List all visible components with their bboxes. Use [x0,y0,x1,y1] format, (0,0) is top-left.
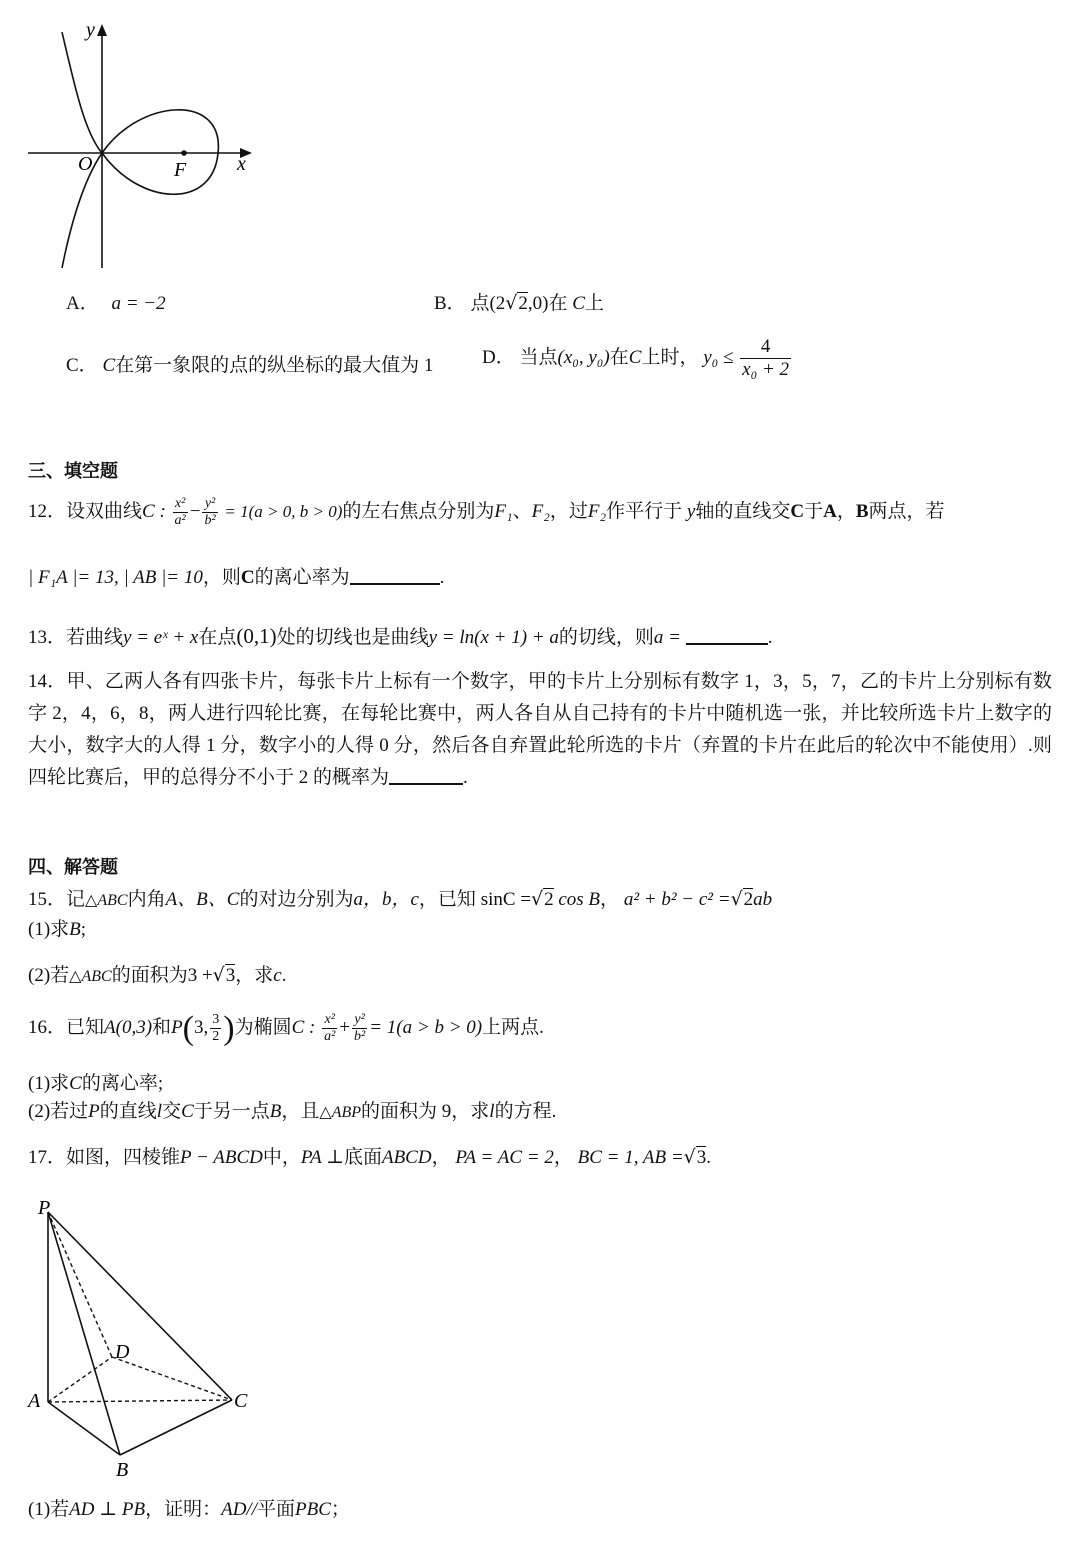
edge-ab [48,1402,120,1455]
sqrt-sign: √ [505,292,518,314]
q16-p2p: P [88,1101,100,1122]
pyramid-figure [20,1192,270,1482]
question-17 [28,1142,711,1169]
option-b-sqrt: 2 [518,293,528,314]
q13-t3: 处的切线也是曲线 [276,627,429,648]
edge-pd [48,1212,112,1357]
edge-bc [120,1400,232,1455]
q15-sides: a，b，c [353,889,419,910]
q15-p2b: 3 [225,965,236,986]
q12-answer-blank[interactable] [350,565,440,585]
q16-ptp-b: 3, [194,1017,209,1038]
q12-c-label: C : [142,501,166,522]
label-d: D [115,1341,130,1363]
edge-ac [48,1400,232,1402]
q16-number: 16． [28,1017,67,1038]
q17-t2: 中， [262,1147,301,1168]
option-d-fraction [740,336,791,381]
q17-p1: (1)若 [28,1499,70,1520]
q15-p1: (1)求 [28,919,70,940]
q17-p1b: ，证明： [145,1499,222,1520]
q16-f2-num: y² [352,1012,367,1029]
q16-ptp-num: 3 [212,1012,220,1028]
option-b-text-2: 在 [548,293,568,314]
q13-t2: 在点 [198,627,237,648]
q16-p2a: (2)若过 [28,1101,89,1122]
option-c [66,350,433,377]
q17-eq2: PA = AC = 2 [455,1147,554,1168]
q13-t4: 的切线，则 [558,627,654,648]
q16-p2b: 的直线 [99,1101,157,1122]
option-d [482,336,793,381]
q17-t3: 底面 [343,1147,382,1168]
q14-end: . [463,767,468,788]
q12-c: C [790,501,805,522]
q16-p2l: l [156,1101,163,1122]
option-d-text-1: 当点 [519,346,558,368]
q16-t3: 为椭圆 [234,1017,292,1038]
q12-cond: = 1(a > 0, b > 0) [224,502,343,521]
q12-f2-den: b² [204,513,216,529]
q13-point: (0,1) [236,624,277,648]
q15-eq1b: 2 [544,889,554,910]
q12-f2b: F₂ [587,501,607,522]
q17-base: ABCD [381,1147,432,1168]
q15-p2c: ，求 [235,965,274,986]
q12-sep: 、 [512,501,532,522]
option-b-curve: C [572,293,585,314]
q16-frac-x [322,1012,337,1045]
focus-point [181,150,187,156]
q16-frac-y [352,1012,367,1045]
q15-eq1c: cos B [558,889,601,910]
q16-t1: 已知 [66,1017,105,1038]
q15-p2e: . [281,965,287,986]
q17-p1d: 平面 [256,1499,295,1520]
q12-line2: | F₁A |= 13, | AB |= 10 [28,567,203,588]
question-15-part1 [28,914,86,941]
option-b-text-1: 点 [470,293,490,314]
option-d-label: D． [482,346,515,368]
q12-t9: 的离心率为 [254,567,350,588]
q16-point-a: A(0,3) [104,1017,153,1038]
q16-t2: 和 [152,1017,172,1038]
question-15-part2 [28,960,286,987]
option-d-point: (x₀, y₀) [557,346,610,368]
q17-p1f: ； [330,1499,350,1520]
q16-plus: + [339,1017,351,1038]
q12-a: A [823,501,837,522]
q15-p2a: 3 + [187,965,213,986]
q17-p1a: AD ⊥ PB [69,1499,146,1520]
sqrt-sign: √ [730,888,743,910]
label-o: O [78,153,93,175]
q15-eq2c: ab [753,889,773,910]
q13-eq1: y = eˣ + x [123,627,199,648]
q12-f2: F₂ [531,501,550,522]
q12-f2-num: y² [202,496,217,513]
q12-f1: F₁ [494,501,513,522]
option-c-curve: C [102,355,116,376]
q17-t1: 如图，四棱锥 [66,1147,181,1168]
q15-number: 15． [28,889,67,910]
question-12-line2 [28,562,444,589]
q12-t5: 轴的直线交 [695,501,791,522]
q15-p2-triangle: △ABC [69,968,112,985]
q14-text: 甲、乙两人各有四张卡片，每张卡片上标有一个数字，甲的卡片上分别标有数字 1，3，5，7，乙的卡片上分别标有数字 2，4，6，8，两人进行四轮比赛，在每轮比赛中，两人各自从自己持有的卡片中随机选一张，并比较所选卡片上数字的大小，数字大的人得 1 分，数字小的人得 0 分，然后各自弃置此轮所选的卡片（弃置的卡片在此后的轮次中不能使用）.则四轮比赛后，甲的总得分不小于 2 的概率为 [28,671,1052,788]
q15-t1: 记 [66,889,86,910]
q15-t3: 的对边分别为 [239,889,354,910]
q12-number: 12． [28,501,67,522]
q13-number: 13． [28,627,67,648]
option-d-num: 4 [740,336,791,359]
q12-t4: 作平行于 [606,501,683,522]
q16-p2-triangle: △ABP [319,1104,362,1121]
q13-answer-blank[interactable] [686,625,768,645]
q15-p1v: B [69,919,81,940]
curve-loop [102,110,218,194]
q12-b: B [855,501,869,522]
q16-ptp-frac [210,1012,221,1045]
question-16 [28,1010,544,1048]
q17-pyramid: P − ABCD [180,1147,263,1168]
q15-vertices: A、B、C [165,889,240,910]
option-b [434,288,604,315]
q12-t2: 的左右焦点分别为 [342,501,495,522]
q12-t1: 设双曲线 [66,501,143,522]
q16-p2bb: B [269,1101,282,1122]
q15-p2v: c [273,965,282,986]
q12-t8: ，则 [202,567,241,588]
q16-p2d: 于另一点 [193,1101,270,1122]
q16-p1c: C [69,1073,82,1094]
q16-p2l2: l [489,1101,495,1122]
question-16-part1 [28,1068,163,1095]
option-d-text-3: 上时， [641,346,699,368]
option-a [66,288,166,315]
option-a-label: A． [66,293,99,314]
option-d-lhs: y₀ ≤ [703,346,734,368]
curve-figure [20,18,260,273]
q16-c-label: C : [291,1017,316,1038]
question-15 [28,884,772,911]
q13-eq2: y = ln(x + 1) + a [428,627,559,648]
q12-end: . [439,567,445,588]
label-p: P [38,1197,51,1219]
option-d-curve: C [628,346,642,368]
question-17-part1 [28,1494,350,1521]
edge-dc [112,1357,232,1400]
option-b-text-3: 上 [584,293,604,314]
paren-close: ) [223,1010,235,1047]
q14-number: 14． [28,671,67,692]
q12-frac-y [202,496,217,529]
q12-t7: 两点，若 [868,501,945,522]
sqrt-sign: √ [212,964,225,986]
q16-f2-den: b² [354,1029,366,1045]
q16-p2cc: C [181,1101,194,1122]
q16-cond: = 1(a > b > 0) [369,1017,483,1038]
q12-t6: 于 [804,501,824,522]
question-13 [28,622,772,649]
q16-p2e: ，且 [281,1101,320,1122]
q17-end: . [706,1147,712,1168]
q16-f1-num: x² [322,1012,337,1029]
option-d-den: x₀ + 2 [742,359,790,380]
option-d-text-2: 在 [609,346,629,368]
q16-t4: 上两点. [482,1017,544,1038]
q16-p1: (1)求 [28,1073,70,1094]
q16-point-p: P [171,1017,183,1038]
q13-t1: 若曲线 [66,627,124,648]
q17-t4: ， [431,1147,451,1168]
q14-answer-blank[interactable] [389,765,463,785]
q15-eq1a: sinC = [480,889,531,910]
option-b-point-open: (2 [489,293,506,314]
question-14 [28,666,1052,794]
q15-p1e: ; [80,919,87,940]
q17-eq3a: BC = 1, AB = [577,1147,684,1168]
option-b-label: B． [434,293,466,314]
q15-t5: ， [600,889,620,910]
q17-number: 17． [28,1147,67,1168]
label-c: C [234,1390,248,1412]
q12-c2: C [240,567,255,588]
q12-t3: ，过 [549,501,588,522]
q12-yaxis: y [686,501,696,522]
q16-p2f: 的面积为 9，求 [361,1101,490,1122]
y-axis-arrow [97,24,107,36]
q12-frac-x [173,496,188,529]
q12-f1-num: x² [173,496,188,513]
section-title-solutions: 四、解答题 [28,857,118,878]
label-b: B [116,1459,129,1481]
question-12-line1 [28,496,945,529]
option-b-point-close: ,0) [527,293,549,314]
q15-p2: (2)若 [28,965,70,986]
label-a: A [28,1390,41,1412]
option-c-text: 在第一象限的点的纵坐标的最大值为 1 [115,355,434,376]
sqrt-sign: √ [531,888,544,910]
q16-f1-den: a² [324,1029,336,1045]
q17-eq3b: 3 [696,1147,707,1168]
q17-t5: ， [553,1147,573,1168]
label-x: x [237,153,246,175]
label-y: y [86,19,95,41]
q12-minus: − [189,501,201,522]
label-f: F [174,159,187,181]
question-16-part2 [28,1096,556,1123]
q12-comma: ， [836,501,856,522]
q15-t2: 内角 [127,889,166,910]
option-c-label: C． [66,355,98,376]
q17-p1c: AD// [221,1499,257,1520]
q17-p1e: PBC [295,1499,331,1520]
paren-open: ( [182,1010,194,1047]
q12-f1-den: a² [174,513,186,529]
q15-eq2a: a² + b² − c² = [623,889,731,910]
q15-triangle: △ABC [85,892,128,909]
q16-ptp-den: 2 [212,1029,220,1045]
section-title-fill-blank: 三、填空题 [28,461,118,482]
q15-p2t: 的面积为 [111,965,188,986]
option-a-text: a = −2 [111,293,166,314]
curve-branch-upper [62,32,102,153]
q15-eq2b: 2 [743,889,754,910]
q15-t4: ，已知 [418,889,476,910]
q16-p2c: 交 [162,1101,182,1122]
sqrt-sign: √ [683,1146,696,1168]
q13-eq3: a = [653,627,681,648]
q16-p1t: 的离心率; [81,1073,164,1094]
q13-end: . [767,627,773,648]
q17-eq1: PA ⊥ [300,1147,344,1168]
q16-p2g: 的方程. [494,1101,557,1122]
